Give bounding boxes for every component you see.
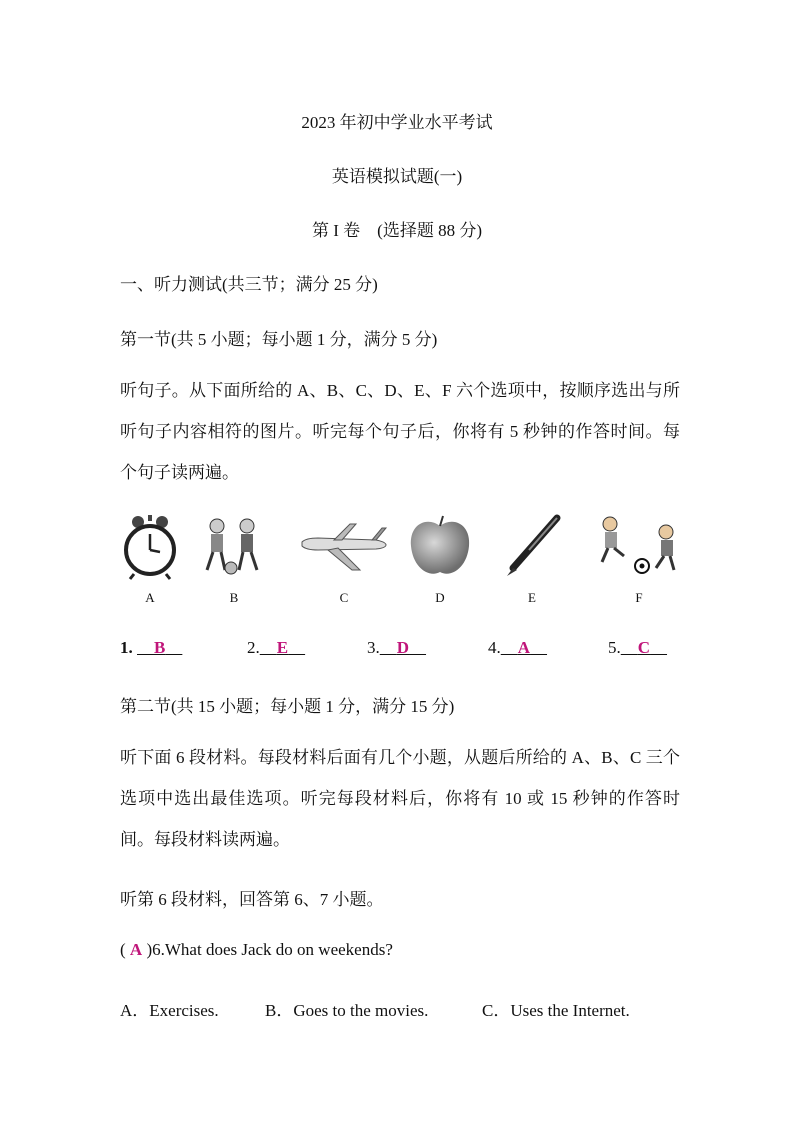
answer-blank <box>621 638 667 657</box>
picture-d <box>400 512 480 612</box>
section-heading: 一、听力测试(共三节；满分 25 分) <box>120 275 378 294</box>
answer-blank <box>501 638 547 657</box>
option-a: A．Exercises. <box>120 1001 219 1020</box>
answer-item <box>367 638 426 658</box>
answer-item <box>247 638 305 658</box>
answer-blank <box>260 638 305 657</box>
answer-value: D <box>396 638 410 657</box>
answer-number: 5. <box>608 638 621 657</box>
exam-title: 2023 年初中学业水平考试 <box>301 113 493 132</box>
answer-row <box>120 638 680 660</box>
apple-icon <box>407 512 473 580</box>
soccer-kids-icon <box>596 512 682 580</box>
answer-value: A <box>517 638 531 657</box>
volume-heading: 第 I 卷 (选择题 88 分) <box>312 221 482 240</box>
picture-label: F <box>635 590 643 605</box>
answer-item <box>488 638 547 658</box>
picture-label: E <box>528 590 536 605</box>
answer-item <box>608 638 667 658</box>
picture-options <box>110 512 700 612</box>
picture-label: C <box>339 590 349 605</box>
exam-subtitle: 英语模拟试题(一) <box>331 167 463 186</box>
picture-b <box>194 512 274 612</box>
part2-heading: 第二节(共 15 小题；每小题 1 分，满分 15 分) <box>120 697 455 716</box>
part2-instructions: 听下面 6 段材料。每段材料后面有几个小题，从题后所给的 A、B、C 三个选项中选出最佳选项。听完每段材料后，你将有 10 或 15 秒钟的作答时间。每段材料读两遍。 <box>120 748 680 849</box>
answer-value: C <box>637 638 651 657</box>
question-answer: A <box>129 940 143 959</box>
picture-label: B <box>229 590 239 605</box>
picture-e <box>492 512 572 612</box>
answer-number: 3. <box>367 638 380 657</box>
answer-number: 2. <box>247 638 260 657</box>
option-c: C．Uses the Internet. <box>482 1001 630 1020</box>
kids-playing-icon <box>199 512 269 580</box>
answer-number: 1. <box>120 638 133 657</box>
answer-number: 4. <box>488 638 501 657</box>
answer-item <box>120 638 182 658</box>
question-bracket-close: ) <box>142 940 153 959</box>
picture-c <box>294 512 394 612</box>
picture-f <box>594 512 684 612</box>
answer-blank <box>137 638 182 657</box>
question-bracket-open: ( <box>120 940 130 959</box>
picture-a <box>110 512 190 612</box>
picture-label: D <box>435 590 445 605</box>
pen-icon <box>499 512 565 580</box>
answer-blank <box>380 638 426 657</box>
airplane-icon <box>298 512 390 580</box>
answer-value: B <box>154 638 166 657</box>
picture-label: A <box>145 590 155 605</box>
material-intro: 听第 6 段材料，回答第 6、7 小题。 <box>120 890 384 909</box>
part1-instructions: 听句子。从下面所给的 A、B、C、D、E、F 六个选项中，按顺序选出与所听句子内容相符的图片。听完每个句子后，你将有 5 秒钟的作答时间。每个句子读两遍。 <box>120 381 680 482</box>
question-6 <box>120 940 393 960</box>
part1-heading: 第一节(共 5 小题；每小题 1 分，满分 5 分) <box>120 330 438 349</box>
option-b: B．Goes to the movies. <box>265 1001 429 1020</box>
answer-value: E <box>276 638 289 657</box>
question-text: 6.What does Jack do on weekends? <box>152 940 393 959</box>
alarm-clock-icon <box>120 512 180 580</box>
